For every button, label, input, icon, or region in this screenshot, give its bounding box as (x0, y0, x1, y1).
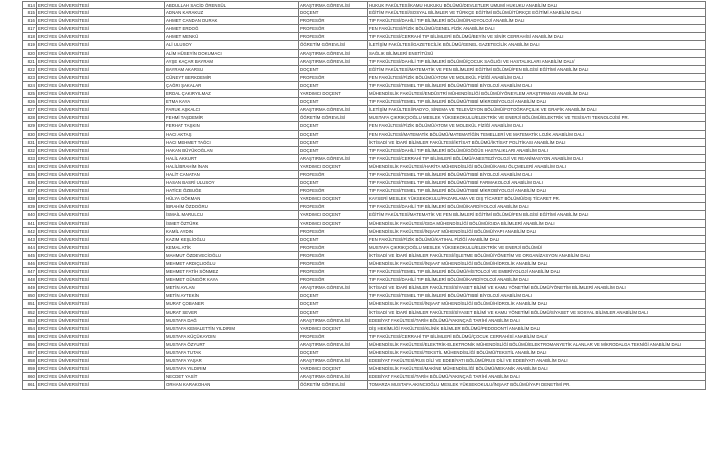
department-cell: İKTİSADİ VE İDARİ BİLİMLER FAKÜLTESİ/SİYASET BİLİMİ VE KAMU YÖNETİMİ BÖLÜMÜ/SİYASET VE SOSYAL BİLİMLER ANABİLİM DALI (368, 309, 706, 316)
table-row (22, 41, 706, 49)
row-number-cell: 856 (22, 341, 37, 348)
person-name-cell: MEHMET GÜNGÖR KAYA (165, 276, 299, 283)
row-number-cell: 854 (22, 325, 37, 332)
person-name-cell: HALİLİBRAHİM İNAN (165, 163, 299, 170)
university-cell: ERCİYES ÜNİVERSİTESİ (37, 292, 165, 299)
row-number-cell: 859 (22, 365, 37, 372)
table-row (22, 74, 706, 82)
row-number-cell: 845 (22, 252, 37, 259)
academic-title-cell: DOÇENT (299, 82, 368, 89)
person-name-cell: MUSTAFA KEMALETTİN YILDIRIM (165, 325, 299, 332)
row-number-cell: 853 (22, 317, 37, 324)
person-name-cell: MEHMET ARDIÇLIOĞLU (165, 260, 299, 267)
department-cell: İLETİŞİM FAKÜLTESİ/RADYO, SİNEMA VE TELEVİZYON BÖLÜMÜ/FOTOĞRAFÇILIK VE GRAFİK ANABİLİM DALI (368, 106, 706, 113)
table-row (22, 317, 706, 325)
person-name-cell: FARUK AŞKALCI (165, 106, 299, 113)
person-name-cell: MUSTAFA ÖZYURT (165, 341, 299, 348)
department-cell: EDEBİYAT FAKÜLTESİ/TARİH BÖLÜMÜ/YAKINÇAĞ TARİHİ ANABİLİM DALI (368, 373, 706, 380)
row-number-cell: 848 (22, 276, 37, 283)
table-row (22, 268, 706, 276)
row-number-cell: 834 (22, 163, 37, 170)
table-row (22, 228, 706, 236)
department-cell: FEN FAKÜLTESİ/MATEMATİK BÖLÜMÜ/MATEMATİĞİN TEMELLERİ VE MATEMATİK LOJİK ANABİLİM DALI (368, 131, 706, 138)
department-cell: EĞİTİM FAKÜLTESİ/SOSYAL BİLİMLER VE TÜRKÇE EĞİTİMİ BÖLÜMÜ/TÜRKÇE EĞİTİMİ ANABİLİM DALI (368, 9, 706, 16)
department-cell: FEN FAKÜLTESİ/FİZİK BÖLÜMÜ/ATOM VE MOLEKÜL FİZİĞİ ANABİLİM DALI (368, 122, 706, 129)
person-name-cell: HACI AKTAŞ (165, 131, 299, 138)
table-row (22, 33, 706, 41)
department-cell: MÜHENDİSLİK FAKÜLTESİ/TEKSTİL MÜHENDİSLİĞİ BÖLÜMÜ/TEKSTİL ANABİLİM DALI (368, 349, 706, 356)
row-number-cell: 830 (22, 131, 37, 138)
row-number-cell: 836 (22, 179, 37, 186)
row-number-cell: 852 (22, 309, 37, 316)
department-cell: İKTİSADİ VE İDARİ BİLİMLER FAKÜLTESİ/İKTİSAT BÖLÜMÜ/İKTİSAT POLİTİKASI ANABİLİM DALI (368, 139, 706, 146)
academic-title-cell: DOÇENT (299, 122, 368, 129)
academic-title-cell: PROFESÖR (299, 260, 368, 267)
table-row (22, 300, 706, 308)
table-row (22, 373, 706, 381)
person-name-cell: MUSTAFA YILDIRIM (165, 365, 299, 372)
academic-title-cell: DOÇENT (299, 349, 368, 356)
row-number-cell: 820 (22, 50, 37, 57)
academic-title-cell: ARAŞTIRMA GÖREVLİSİ (299, 2, 368, 8)
department-cell: TIP FAKÜLTESİ/TEMEL TIP BİLİMLERİ BÖLÜMÜ/TIBBİ BİYOLOJİ ANABİLİM DALI (368, 171, 706, 178)
academic-title-cell: DOÇENT (299, 236, 368, 243)
row-number-cell: 832 (22, 147, 37, 154)
department-cell: TIP FAKÜLTESİ/TEMEL TIP BİLİMLERİ BÖLÜMÜ/TIBBİ MİKROBİYOLOJİ ANABİLİM DALI (368, 187, 706, 194)
department-cell: TIP FAKÜLTESİ/TEMEL TIP BİLİMLERİ BÖLÜMÜ/TIBBİ BİYOLOJİ ANABİLİM DALI (368, 82, 706, 89)
department-cell: İKTİSADİ VE İDARİ BİLİMLER FAKÜLTESİ/İŞLETME BÖLÜMÜ/YÖNETİM VE ORGANİZASYON ANABİLİM DALI (368, 252, 706, 259)
table-row (22, 381, 706, 389)
university-cell: ERCİYES ÜNİVERSİTESİ (37, 17, 165, 24)
row-number-cell: 840 (22, 211, 37, 218)
department-cell: MÜHENDİSLİK FAKÜLTESİ/MAKİNE MÜHENDİSLİĞİ BÖLÜMÜ/MEKANİK ANABİLİM DALI (368, 365, 706, 372)
row-number-cell: 826 (22, 98, 37, 105)
row-number-cell: 842 (22, 228, 37, 235)
university-cell: ERCİYES ÜNİVERSİTESİ (37, 66, 165, 73)
person-name-cell: ERDAL ÇAKIRYILMAZ (165, 90, 299, 97)
department-cell: TIP FAKÜLTESİ/TEMEL TIP BİLİMLERİ BÖLÜMÜ/TIBBİ FARMAKOLOJİ ANABİLİM DALI (368, 179, 706, 186)
university-cell: ERCİYES ÜNİVERSİTESİ (37, 41, 165, 48)
row-number-cell: 861 (22, 381, 37, 388)
university-cell: ERCİYES ÜNİVERSİTESİ (37, 220, 165, 227)
academic-title-cell: PROFESÖR (299, 17, 368, 24)
department-cell: MUSTAFA ÇIKRIKÇIOĞLU MESLEK YÜKSEKOKULU/ELEKTRİK VE ENERJİ BÖLÜMÜ/ (368, 244, 706, 251)
table-row (22, 333, 706, 341)
academic-title-cell: PROFESÖR (299, 33, 368, 40)
academic-title-cell: DOÇENT (299, 66, 368, 73)
person-name-cell: BAYRAM AKARSU (165, 66, 299, 73)
row-number-cell: 815 (22, 9, 37, 16)
university-cell: ERCİYES ÜNİVERSİTESİ (37, 25, 165, 32)
department-cell: İKTİSADİ VE İDARİ BİLİMLER FAKÜLTESİ/SİYASET BİLİMİ VE KAMU YÖNETİMİ BÖLÜMÜ/YÖNETİM BİLİMLERİ ANABİLİM DALI (368, 284, 706, 291)
table-row (22, 220, 706, 228)
row-number-cell: 829 (22, 122, 37, 129)
table-row (22, 292, 706, 300)
table-row (22, 66, 706, 74)
person-name-cell: ÇAĞRI ŞAKALAR (165, 82, 299, 89)
person-name-cell: MURAT SEVER (165, 309, 299, 316)
row-number-cell: 821 (22, 58, 37, 65)
university-cell: ERCİYES ÜNİVERSİTESİ (37, 268, 165, 275)
person-name-cell: AYŞE KAÇAR BAYRAM (165, 58, 299, 65)
university-cell: ERCİYES ÜNİVERSİTESİ (37, 74, 165, 81)
academic-title-cell: ARAŞTIRMA GÖREVLİSİ (299, 155, 368, 162)
table-row (22, 179, 706, 187)
university-cell: ERCİYES ÜNİVERSİTESİ (37, 228, 165, 235)
person-name-cell: ORHAN KARAKOHAN (165, 381, 299, 388)
department-cell: DİŞ HEKİMLİĞİ FAKÜLTESİ/KLİNİK BİLİMLER BÖLÜMÜ/PEDODONTİ ANABİLİM DALI (368, 325, 706, 332)
department-cell: TIP FAKÜLTESİ/DAHİLİ TIP BİLİMLERİ BÖLÜMÜ/GÖĞÜS HASTALIKLARI ANABİLİM DALI (368, 147, 706, 154)
academic-title-cell: PROFESÖR (299, 171, 368, 178)
department-cell: KAYSERİ MESLEK YÜKSEKOKULU/PAZARLAMA VE DIŞ TİCARET BÖLÜMÜ/DIŞ TİCARET PR. (368, 195, 706, 202)
table-row (22, 236, 706, 244)
table-row (22, 211, 706, 219)
person-name-cell: METİN AYLAN (165, 284, 299, 291)
university-cell: ERCİYES ÜNİVERSİTESİ (37, 284, 165, 291)
university-cell: ERCİYES ÜNİVERSİTESİ (37, 365, 165, 372)
person-name-cell: ALİM HÜSEYİN DOKUMACI (165, 50, 299, 57)
university-cell: ERCİYES ÜNİVERSİTESİ (37, 236, 165, 243)
academic-title-cell: DOÇENT (299, 147, 368, 154)
department-cell: FEN FAKÜLTESİ/FİZİK BÖLÜMÜ/GENEL FİZİK ANABİLİM DALI (368, 25, 706, 32)
row-number-cell: 823 (22, 74, 37, 81)
row-number-cell: 824 (22, 82, 37, 89)
table-row (22, 82, 706, 90)
row-number-cell: 833 (22, 155, 37, 162)
person-name-cell: MUSTAFA DAĞ (165, 317, 299, 324)
university-cell: ERCİYES ÜNİVERSİTESİ (37, 211, 165, 218)
table-row (22, 106, 706, 114)
department-cell: MÜHENDİSLİK FAKÜLTESİ/İNŞAAT MÜHENDİSLİĞİ BÖLÜMÜ/HİDROLİK ANABİLİM DALI (368, 300, 706, 307)
table-row (22, 114, 706, 122)
row-number-cell: 837 (22, 187, 37, 194)
university-cell: ERCİYES ÜNİVERSİTESİ (37, 317, 165, 324)
row-number-cell: 831 (22, 139, 37, 146)
person-name-cell: İSMAİL MARULCU (165, 211, 299, 218)
academic-title-cell: PROFESÖR (299, 244, 368, 251)
university-cell: ERCİYES ÜNİVERSİTESİ (37, 82, 165, 89)
academic-title-cell: YARDIMCI DOÇENT (299, 211, 368, 218)
row-number-cell: 855 (22, 333, 37, 340)
table-row (22, 98, 706, 106)
university-cell: ERCİYES ÜNİVERSİTESİ (37, 195, 165, 202)
university-cell: ERCİYES ÜNİVERSİTESİ (37, 325, 165, 332)
row-number-cell: 846 (22, 260, 37, 267)
department-cell: TIP FAKÜLTESİ/CERRAHİ TIP BİLİMLERİ BÖLÜMÜ/ANESTEZİYOLOJİ VE REANİMASYON ANABİLİM DALI (368, 155, 706, 162)
academic-title-cell: DOÇENT (299, 98, 368, 105)
university-cell: ERCİYES ÜNİVERSİTESİ (37, 171, 165, 178)
academic-title-cell: PROFESÖR (299, 252, 368, 259)
university-cell: ERCİYES ÜNİVERSİTESİ (37, 147, 165, 154)
row-number-cell: 835 (22, 171, 37, 178)
row-number-cell: 857 (22, 349, 37, 356)
academic-title-cell: PROFESÖR (299, 333, 368, 340)
department-cell: MÜHENDİSLİK FAKÜLTESİ/GIDA MÜHENDİSLİĞİ BÖLÜMÜ/GIDA BİLİMLERİ ANABİLİM DALI (368, 220, 706, 227)
department-cell: TIP FAKÜLTESİ/DAHİLİ TIP BİLİMLERİ BÖLÜMÜ/ÇOCUK SAĞLIĞI VE HASTALIKLARI ANABİLİM DALI/ (368, 58, 706, 65)
table-row (22, 365, 706, 373)
table-row (22, 17, 706, 25)
person-name-cell: KEMAL ATİK (165, 244, 299, 251)
person-name-cell: CÜNEYT BERKDEMİR (165, 74, 299, 81)
department-cell: MÜHENDİSLİK FAKÜLTESİ/ENDÜSTRİ MÜHENDİSLİĞİ BÖLÜMÜ/YÖNEYLEM ARAŞTIRMASI ANABİLİM DALI (368, 90, 706, 97)
table-row (22, 357, 706, 365)
university-cell: ERCİYES ÜNİVERSİTESİ (37, 373, 165, 380)
department-cell: TIP FAKÜLTESİ/CERRAHİ TIP BİLİMLERİ BÖLÜMÜ/BEYİN VE SİNİR CERRAHİSİ ANABİLİM DALI (368, 33, 706, 40)
person-name-cell: ETMA KAYA (165, 98, 299, 105)
academic-title-cell: ÖĞRETİM GÖREVLİSİ (299, 381, 368, 388)
department-cell: EDEBİYAT FAKÜLTESİ/RUS DİLİ VE EDEBİYATI BÖLÜMÜ/RUS DİLİ VE EDEBİYATI ANABİLİM DALI (368, 357, 706, 364)
university-cell: ERCİYES ÜNİVERSİTESİ (37, 90, 165, 97)
academic-title-cell: PROFESÖR (299, 228, 368, 235)
academic-title-cell: YARDIMCI DOÇENT (299, 195, 368, 202)
table-row (22, 155, 706, 163)
university-cell: ERCİYES ÜNİVERSİTESİ (37, 244, 165, 251)
university-cell: ERCİYES ÜNİVERSİTESİ (37, 163, 165, 170)
department-cell: MÜHENDİSLİK FAKÜLTESİ/İNŞAAT MÜHENDİSLİĞİ BÖLÜMÜ/HİDROLİK ANABİLİM DALI (368, 260, 706, 267)
table-row (22, 163, 706, 171)
person-name-cell: AHMET MENKÜ (165, 33, 299, 40)
university-cell: ERCİYES ÜNİVERSİTESİ (37, 187, 165, 194)
person-name-cell: MEHMET FATİH SÖNMEZ (165, 268, 299, 275)
person-name-cell: HATİCE ÖZBUĞE (165, 187, 299, 194)
academic-title-cell: YARDIMCI DOÇENT (299, 365, 368, 372)
row-number-cell: 825 (22, 90, 37, 97)
university-cell: ERCİYES ÜNİVERSİTESİ (37, 203, 165, 210)
department-cell: TIP FAKÜLTESİ/TEMEL TIP BİLİMLERİ BÖLÜMÜ/HİSTOLOJİ VE EMBRİYOLOJİ ANABİLİM DALI (368, 268, 706, 275)
university-cell: ERCİYES ÜNİVERSİTESİ (37, 276, 165, 283)
table-row (22, 131, 706, 139)
academic-title-cell: DOÇENT (299, 131, 368, 138)
academic-title-cell: DOÇENT (299, 179, 368, 186)
department-cell: TIP FAKÜLTESİ/CERRAHİ TIP BİLİMLERİ BÖLÜMÜ/ÇOCUK CERRAHİSİ ANABİLİM DALI/ (368, 333, 706, 340)
university-cell: ERCİYES ÜNİVERSİTESİ (37, 349, 165, 356)
table-row (22, 325, 706, 333)
university-cell: ERCİYES ÜNİVERSİTESİ (37, 131, 165, 138)
person-name-cell: MUSTAFA KÜÇÜKAYDIN (165, 333, 299, 340)
academic-title-cell: ÖĞRETİM GÖREVLİSİ (299, 41, 368, 48)
table-row (22, 90, 706, 98)
row-number-cell: 860 (22, 373, 37, 380)
university-cell: ERCİYES ÜNİVERSİTESİ (37, 179, 165, 186)
academic-title-cell: ARAŞTIRMA GÖREVLİSİ (299, 357, 368, 364)
department-cell: TOMARZA MUSTAFA AKINCIOĞLU MESLEK YÜKSEKOKULU/İNŞAAT BÖLÜMÜ/YAPI DENETİMİ PR. (368, 381, 706, 388)
academic-title-cell: DOÇENT (299, 292, 368, 299)
academic-title-cell: DOÇENT (299, 139, 368, 146)
department-cell: SAĞLIK BİLİMLERİ ENSTİTÜSÜ (368, 50, 706, 57)
university-cell: ERCİYES ÜNİVERSİTESİ (37, 50, 165, 57)
person-name-cell: MAHMUT ÖZDEVECİOĞLU (165, 252, 299, 259)
table-row (22, 195, 706, 203)
academic-title-cell: DOÇENT (299, 309, 368, 316)
row-number-cell: 828 (22, 114, 37, 121)
table-row (22, 187, 706, 195)
person-name-cell: HALİT CANATAN (165, 171, 299, 178)
row-number-cell: 816 (22, 17, 37, 24)
department-cell: İLETİŞİM FAKÜLTESİ/GAZETECİLİK BÖLÜMÜ/GENEL GAZETECİLİK ANABİLİM DALI (368, 41, 706, 48)
person-name-cell: ALİ ULUSOY (165, 41, 299, 48)
department-cell: MÜHENDİSLİK FAKÜLTESİ/ELEKTRİK-ELEKTRONİK MÜHENDİSLİĞİ BÖLÜMÜ/ELEKTROMANYETİK ALANLAR VE MİKRODALGA TEKNİĞİ ANABİLİM DALI (368, 341, 706, 348)
table-row (22, 284, 706, 292)
department-cell: TIP FAKÜLTESİ/DAHİLİ TIP BİLİMLERİ BÖLÜMÜ/KARDİYOLOJİ ANABİLİM DALI (368, 203, 706, 210)
person-name-cell: HALİL AKKURT (165, 155, 299, 162)
personnel-table (22, 1, 706, 390)
academic-title-cell: DOÇENT (299, 300, 368, 307)
person-name-cell: MURAT ÇOBANER (165, 300, 299, 307)
row-number-cell: 843 (22, 236, 37, 243)
person-name-cell: AHMET ERDOĞ (165, 25, 299, 32)
person-name-cell: HÜLYA GÖKMAN (165, 195, 299, 202)
academic-title-cell: ARAŞTIRMA GÖREVLİSİ (299, 106, 368, 113)
department-cell: MÜHENDİSLİK FAKÜLTESİ/İNŞAAT MÜHENDİSLİĞİ BÖLÜMÜ/YAPI ANABİLİM DALI (368, 228, 706, 235)
university-cell: ERCİYES ÜNİVERSİTESİ (37, 9, 165, 16)
person-name-cell: NECDET YASİT (165, 373, 299, 380)
table-row (22, 276, 706, 284)
person-name-cell: ADNAN KARAKUZ (165, 9, 299, 16)
person-name-cell: FEHMİ TAŞDEMİR (165, 114, 299, 121)
department-cell: HUKUK FAKÜLTESİ/KAMU HUKUKU BÖLÜMÜ/DEVLETLER UMUMİ HUKUKU ANABİLİM DALI (368, 2, 706, 8)
university-cell: ERCİYES ÜNİVERSİTESİ (37, 122, 165, 129)
person-name-cell: HASAN BASRİ ULUSOY (165, 179, 299, 186)
academic-title-cell: PROFESÖR (299, 276, 368, 283)
person-name-cell: HAKAN BÜYÜKOĞLAN (165, 147, 299, 154)
academic-title-cell: YARDIMCI DOÇENT (299, 90, 368, 97)
university-cell: ERCİYES ÜNİVERSİTESİ (37, 106, 165, 113)
row-number-cell: 839 (22, 203, 37, 210)
university-cell: ERCİYES ÜNİVERSİTESİ (37, 309, 165, 316)
row-number-cell: 814 (22, 2, 37, 8)
row-number-cell: 827 (22, 106, 37, 113)
department-cell: EDEBİYAT FAKÜLTESİ/TARİH BÖLÜMÜ/YAKINÇAĞ TARİHİ ANABİLİM DALI (368, 317, 706, 324)
row-number-cell: 817 (22, 25, 37, 32)
academic-title-cell: DOÇENT (299, 9, 368, 16)
academic-title-cell: ÖĞRETİM GÖREVLİSİ (299, 114, 368, 121)
row-number-cell: 850 (22, 292, 37, 299)
department-cell: TIP FAKÜLTESİ/TEMEL TIP BİLİMLERİ BÖLÜMÜ/TIBBİ BİYOLOJİ ANABİLİM DALI (368, 292, 706, 299)
row-number-cell: 858 (22, 357, 37, 364)
row-number-cell: 851 (22, 300, 37, 307)
person-name-cell: İBRAHİM ÖZDOĞRU (165, 203, 299, 210)
table-row (22, 341, 706, 349)
table-row (22, 171, 706, 179)
row-number-cell: 838 (22, 195, 37, 202)
university-cell: ERCİYES ÜNİVERSİTESİ (37, 341, 165, 348)
university-cell: ERCİYES ÜNİVERSİTESİ (37, 260, 165, 267)
university-cell: ERCİYES ÜNİVERSİTESİ (37, 252, 165, 259)
person-name-cell: MUSTAFA YAŞAR (165, 357, 299, 364)
university-cell: ERCİYES ÜNİVERSİTESİ (37, 300, 165, 307)
university-cell: ERCİYES ÜNİVERSİTESİ (37, 33, 165, 40)
university-cell: ERCİYES ÜNİVERSİTESİ (37, 114, 165, 121)
person-name-cell: KAMİL AYDIN (165, 228, 299, 235)
academic-title-cell: YARDIMCI DOÇENT (299, 163, 368, 170)
academic-title-cell: YARDIMCI DOÇENT (299, 220, 368, 227)
academic-title-cell: ARAŞTIRMA GÖREVLİSİ (299, 341, 368, 348)
academic-title-cell: PROFESÖR (299, 25, 368, 32)
department-cell: TIP FAKÜLTESİ/DAHİLİ TIP BİLİMLERİ BÖLÜMÜ/RADYOLOJİ ANABİLİM DALI (368, 17, 706, 24)
academic-title-cell: ARAŞTIRMA GÖREVLİSİ (299, 50, 368, 57)
academic-title-cell: PROFESÖR (299, 268, 368, 275)
department-cell: FEN FAKÜLTESİ/FİZİK BÖLÜMÜ/KATIHAL FİZİĞİ ANABİLİM DALI (368, 236, 706, 243)
academic-title-cell: ARAŞTIRMA GÖREVLİSİ (299, 284, 368, 291)
table-row (22, 122, 706, 130)
table-row (22, 203, 706, 211)
academic-title-cell: PROFESÖR (299, 74, 368, 81)
table-row (22, 58, 706, 66)
row-number-cell: 818 (22, 33, 37, 40)
row-number-cell: 844 (22, 244, 37, 251)
department-cell: MÜHENDİSLİK FAKÜLTESİ/HARİTA MÜHENDİSLİĞİ BÖLÜMÜ/KAMU ÖLÇMELERİ ANABİLİM DALI (368, 163, 706, 170)
person-name-cell: AHMET CANDAN DURAK (165, 17, 299, 24)
table-row (22, 147, 706, 155)
table-row (22, 50, 706, 58)
table-row (22, 139, 706, 147)
university-cell: ERCİYES ÜNİVERSİTESİ (37, 139, 165, 146)
department-cell: TIP FAKÜLTESİ/DAHİLİ TIP BİLİMLERİ BÖLÜMÜ/KARDİYOLOJİ ANABİLİM DALI (368, 276, 706, 283)
person-name-cell: METİN AYTEKİN (165, 292, 299, 299)
university-cell: ERCİYES ÜNİVERSİTESİ (37, 155, 165, 162)
department-cell: FEN FAKÜLTESİ/FİZİK BÖLÜMÜ/ATOM VE MOLEKÜL FİZİĞİ ANABİLİM DALI (368, 74, 706, 81)
academic-title-cell: PROFESÖR (299, 203, 368, 210)
row-number-cell: 819 (22, 41, 37, 48)
department-cell: EĞİTİM FAKÜLTESİ/MATEMATİK VE FEN BİLİMLERİ EĞİTİMİ BÖLÜMÜ/FEN BİLGİSİ EĞİTİMİ ANABİLİM DALI (368, 211, 706, 218)
row-number-cell: 847 (22, 268, 37, 275)
row-number-cell: 822 (22, 66, 37, 73)
person-name-cell: İSMET ÖZTÜRK (165, 220, 299, 227)
university-cell: ERCİYES ÜNİVERSİTESİ (37, 333, 165, 340)
person-name-cell: FERHAT TAŞKIN (165, 122, 299, 129)
table-row (22, 349, 706, 357)
row-number-cell: 849 (22, 284, 37, 291)
person-name-cell: HACI MEHMET TAĞCI (165, 139, 299, 146)
academic-title-cell: ARAŞTIRMA GÖREVLİSİ (299, 373, 368, 380)
department-cell: TIP FAKÜLTESİ/TEMEL TIP BİLİMLERİ BÖLÜMÜ/TIBBİ MİKROBİYOLOJİ ANABİLİM DALI (368, 98, 706, 105)
table-row (22, 309, 706, 317)
university-cell: ERCİYES ÜNİVERSİTESİ (37, 2, 165, 8)
academic-title-cell: ARAŞTIRMA GÖREVLİSİ (299, 317, 368, 324)
row-number-cell: 841 (22, 220, 37, 227)
person-name-cell: KAZIM KEŞLİOĞLU (165, 236, 299, 243)
table-row (22, 252, 706, 260)
person-name-cell: MUSTAFA TUTAK (165, 349, 299, 356)
person-name-cell: ABDULLAH SACİD ÖRENSÜL (165, 2, 299, 8)
table-row (22, 25, 706, 33)
table-row (22, 244, 706, 252)
university-cell: ERCİYES ÜNİVERSİTESİ (37, 381, 165, 388)
academic-title-cell: PROFESÖR (299, 187, 368, 194)
academic-title-cell: YARDIMCI DOÇENT (299, 325, 368, 332)
academic-title-cell: ARAŞTIRMA GÖREVLİSİ (299, 58, 368, 65)
university-cell: ERCİYES ÜNİVERSİTESİ (37, 357, 165, 364)
university-cell: ERCİYES ÜNİVERSİTESİ (37, 98, 165, 105)
table-row (22, 1, 706, 9)
university-cell: ERCİYES ÜNİVERSİTESİ (37, 58, 165, 65)
department-cell: EĞİTİM FAKÜLTESİ/MATEMATİK VE FEN BİLİMLERİ EĞİTİMİ BÖLÜMÜ/FEN BİLGİSİ EĞİTİMİ ANABİLİM DALI (368, 66, 706, 73)
table-row (22, 260, 706, 268)
table-row (22, 9, 706, 17)
department-cell: MUSTAFA ÇIKRIKÇIOĞLU MESLEK YÜKSEKOKULU/ELEKTRİK VE ENERJİ BÖLÜMÜ/ELEKTRİK VE TESİSATI TEKNOLOJİSİ PR. (368, 114, 706, 121)
